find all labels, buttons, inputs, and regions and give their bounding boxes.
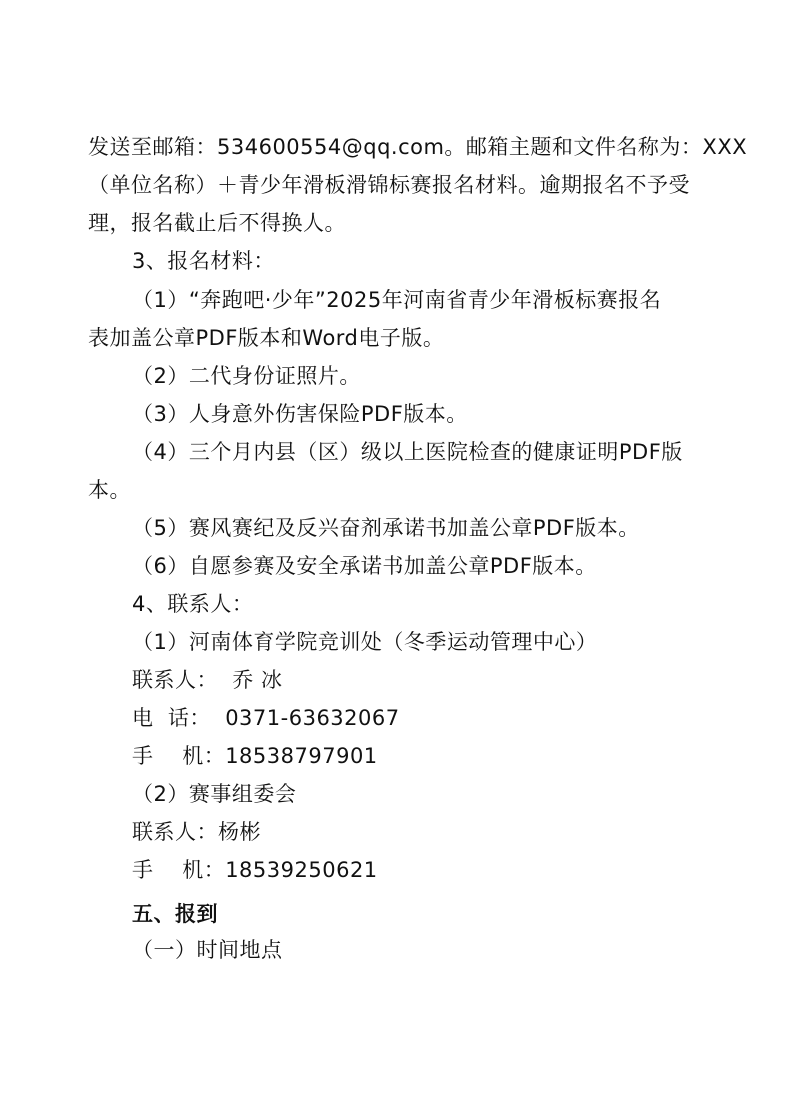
text-line: 理，报名截止后不得换人。 — [88, 211, 346, 235]
list-item: （4）三个月内县（区）级以上医院检查的健康证明PDF版 — [132, 440, 683, 464]
text-line: （单位名称）＋青少年滑板滑锦标赛报名材料。逾期报名不予受 — [88, 173, 690, 197]
text-line: （1）“奔跑吧·少年”2025年河南省青少年滑板标赛报名 — [132, 288, 662, 312]
list-item: （2）二代身份证照片。 — [132, 364, 361, 388]
text-line: 表加盖公章PDF版本和Word电子版。 — [88, 326, 445, 350]
text-line: 本。 — [88, 478, 131, 502]
section-title: 五、报到 — [132, 902, 218, 926]
list-item: （3）人身意外伤害保险PDF版本。 — [132, 402, 468, 426]
contact-mobile: 手 机：18538797901 — [132, 744, 378, 768]
list-item: （6）自愿参赛及安全承诺书加盖公章PDF版本。 — [132, 554, 597, 578]
contact-name: 联系人： 乔 冰 — [132, 668, 283, 692]
section-heading: 3、报名材料： — [132, 249, 275, 273]
subsection-title: （一）时间地点 — [132, 938, 283, 962]
section-heading: 4、联系人： — [132, 592, 254, 616]
text-line: 发送至邮箱：534600554@qq.com。邮箱主题和文件名称为：XXX — [88, 135, 748, 159]
contact-name: 联系人：杨彬 — [132, 820, 261, 844]
list-item: （5）赛风赛纪及反兴奋剂承诺书加盖公章PDF版本。 — [132, 516, 640, 540]
list-item: （2）赛事组委会 — [132, 782, 297, 806]
list-item: （1）河南体育学院竞训处（冬季运动管理中心） — [132, 630, 598, 654]
contact-phone: 电 话： 0371-63632067 — [132, 706, 400, 730]
contact-mobile: 手 机：18539250621 — [132, 858, 378, 882]
